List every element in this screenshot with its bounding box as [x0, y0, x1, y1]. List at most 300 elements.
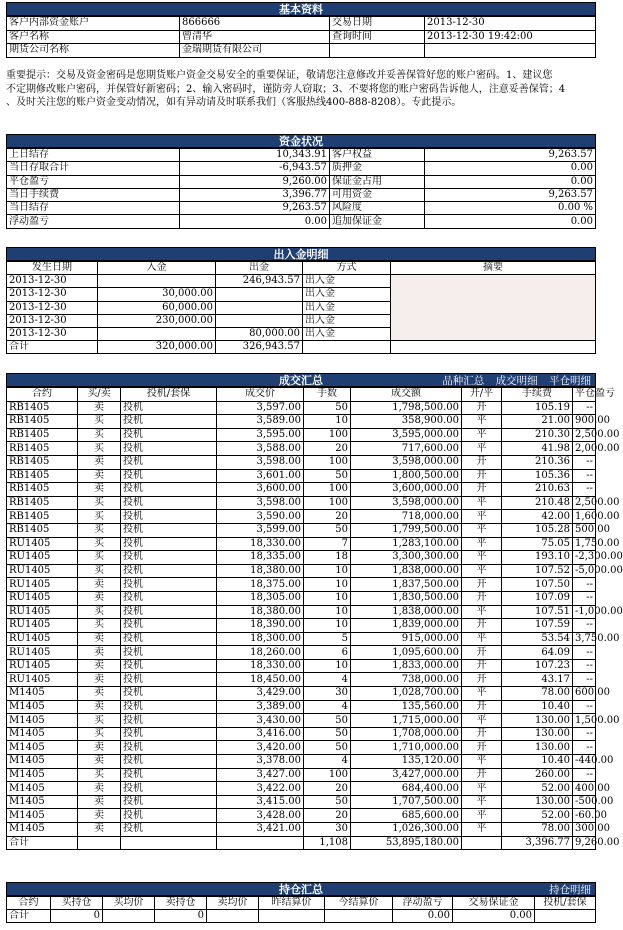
trades-total-cell: [121, 836, 217, 850]
trade-cell: 3,600.00: [217, 483, 304, 497]
table-row: [7, 564, 596, 578]
funds-value: 9,263.57: [425, 149, 596, 162]
info-label: 期货公司名称: [7, 44, 180, 58]
link-trade-detail[interactable]: 成交明细: [495, 375, 538, 387]
positions-total-cell: [325, 910, 393, 923]
inout-cell: [98, 327, 216, 340]
trade-cell: 3,595,000.00: [351, 428, 462, 442]
inout-cell: [216, 288, 303, 301]
trade-cell: 投机: [121, 578, 217, 592]
trade-cell: 130.00: [502, 795, 573, 809]
trade-cell: 卖: [78, 483, 121, 497]
notice-line: 不定期修改账户密码，并保管好新密码；2、输入密码时，谨防旁人窃取；3、不要将您的账户密码告诉他人，注意妥善保管；4: [6, 83, 566, 95]
trade-cell: 50: [304, 469, 351, 483]
table-row: [7, 809, 596, 823]
trade-cell: 1,707,500.00: [351, 795, 462, 809]
info-label: 客户内部资金账户: [7, 17, 180, 31]
trade-cell: 平: [462, 605, 502, 619]
trade-cell: 3,597.00: [217, 401, 304, 415]
trade-cell: 投机: [121, 687, 217, 701]
inout-cell: 出入金: [303, 275, 391, 288]
trade-cell: 3,598,000.00: [351, 455, 462, 469]
trade-cell: 10: [304, 619, 351, 633]
funds-row: [7, 202, 596, 215]
trade-cell: 3,589.00: [217, 415, 304, 429]
info-value: 2013-12-30: [425, 17, 596, 31]
inout-cell: 出入金: [303, 327, 391, 340]
trade-cell: 1,838,000.00: [351, 605, 462, 619]
trade-cell: 130.00: [502, 714, 573, 728]
inout-title: 出入金明细: [6, 247, 596, 261]
trades-table: [6, 387, 623, 850]
table-row: [7, 673, 596, 687]
trade-cell: 开: [462, 659, 502, 673]
trade-cell: 卖: [78, 469, 121, 483]
inout-cell: 出入金: [303, 288, 391, 301]
trade-cell: -1,000.00: [573, 605, 596, 619]
trade-cell: -60.00: [573, 809, 596, 823]
funds-value: 0.00: [425, 175, 596, 188]
funds-label: 上日结存: [7, 149, 180, 162]
trade-cell: 100: [304, 483, 351, 497]
trade-cell: 50: [304, 727, 351, 741]
trade-cell: 开: [462, 741, 502, 755]
trade-cell: 1,028,700.00: [351, 687, 462, 701]
trade-cell: 平: [462, 782, 502, 796]
trade-cell: 卖: [78, 809, 121, 823]
trade-cell: 4: [304, 755, 351, 769]
trade-cell: --: [573, 591, 596, 605]
trade-cell: 3,300,300.00: [351, 551, 462, 565]
trade-cell: 20: [304, 809, 351, 823]
trade-cell: 18,335.00: [217, 551, 304, 565]
inout-cell: 出入金: [303, 301, 391, 314]
trade-cell: 投机: [121, 646, 217, 660]
funds-value: 0.00: [180, 215, 330, 228]
trade-cell: 50: [304, 795, 351, 809]
trade-cell: 10: [304, 578, 351, 592]
trade-cell: 3,389.00: [217, 700, 304, 714]
trade-cell: 平: [462, 428, 502, 442]
trade-cell: --: [573, 768, 596, 782]
trade-cell: 100: [304, 768, 351, 782]
positions-total-cell: 0.00: [393, 910, 453, 923]
trade-cell: 3,427.00: [217, 768, 304, 782]
trade-cell: 1,798,500.00: [351, 401, 462, 415]
trade-cell: --: [573, 455, 596, 469]
info-value: 曾清华: [180, 30, 330, 44]
trade-cell: 400.00: [573, 782, 596, 796]
table-row: [7, 687, 596, 701]
trade-cell: M1405: [7, 809, 78, 823]
trades-total-cell: 9,260.00: [573, 836, 596, 850]
inout-cell: 60,000.00: [98, 301, 216, 314]
trade-cell: M1405: [7, 768, 78, 782]
trade-cell: RB1405: [7, 428, 78, 442]
trade-cell: 投机: [121, 591, 217, 605]
trade-cell: 6: [304, 646, 351, 660]
table-row: [7, 578, 596, 592]
inout-total-empty: [303, 341, 391, 354]
trade-cell: 投机: [121, 483, 217, 497]
table-row: [7, 537, 596, 551]
trade-cell: 50: [304, 523, 351, 537]
inout-cell: 2013-12-30: [7, 288, 98, 301]
positions-table: [6, 896, 596, 923]
table-row: [7, 795, 596, 809]
trade-cell: 30: [304, 687, 351, 701]
info-row: [7, 44, 596, 58]
trades-total-cell: [217, 836, 304, 850]
trade-cell: 开: [462, 469, 502, 483]
trade-cell: 平: [462, 823, 502, 837]
positions-total-cell: [259, 910, 325, 923]
trade-cell: 投机: [121, 537, 217, 551]
inout-memo: [391, 275, 596, 341]
trade-cell: 53.54: [502, 632, 573, 646]
trade-cell: 3,430.00: [217, 714, 304, 728]
info-label: 客户名称: [7, 30, 180, 44]
trade-cell: 3,421.00: [217, 823, 304, 837]
funds-label: 当日存取合计: [7, 162, 180, 175]
trade-cell: --: [573, 646, 596, 660]
link-position-detail[interactable]: 持仓明细: [549, 884, 591, 896]
inout-total-cell: 326,943.57: [216, 341, 303, 354]
trades-total-cell: 合计: [7, 836, 78, 850]
funds-row: [7, 149, 596, 162]
trades-header: 成交额: [351, 388, 462, 402]
funds-value: 9,260.00: [180, 175, 330, 188]
trade-cell: 10: [304, 564, 351, 578]
trade-cell: 投机: [121, 768, 217, 782]
funds-title: 资金状况: [6, 134, 596, 148]
trade-cell: RU1405: [7, 591, 78, 605]
funds-value: 0.00: [425, 162, 596, 175]
trade-cell: --: [573, 619, 596, 633]
trade-cell: 卖: [78, 455, 121, 469]
trade-cell: 135,560.00: [351, 700, 462, 714]
trade-cell: 投机: [121, 551, 217, 565]
trade-cell: M1405: [7, 700, 78, 714]
inout-table: [6, 261, 596, 354]
trade-cell: 3,598.00: [217, 496, 304, 510]
basic-info-section: [6, 2, 596, 58]
positions-title-bar: [6, 882, 596, 896]
trade-cell: 投机: [121, 442, 217, 456]
trade-cell: 4: [304, 700, 351, 714]
trade-cell: RU1405: [7, 646, 78, 660]
trade-cell: 2,000.00: [573, 442, 596, 456]
trade-cell: 投机: [121, 619, 217, 633]
trade-cell: 30: [304, 823, 351, 837]
trade-cell: 1,833,000.00: [351, 659, 462, 673]
trade-cell: 开: [462, 646, 502, 660]
trade-cell: 平: [462, 687, 502, 701]
trade-cell: 10: [304, 659, 351, 673]
trade-cell: --: [573, 401, 596, 415]
positions-total-cell: 合计: [7, 910, 51, 923]
trades-header: 平仓盈亏: [573, 388, 596, 402]
trade-cell: 1,830,500.00: [351, 591, 462, 605]
positions-header: 卖持仓: [155, 897, 207, 910]
trade-cell: 1,600.00: [573, 510, 596, 524]
trade-cell: 210.63: [502, 483, 573, 497]
link-variety-summary[interactable]: 品种汇总: [442, 375, 485, 387]
trade-cell: 3,599.00: [217, 523, 304, 537]
trade-cell: 投机: [121, 469, 217, 483]
table-row: [7, 619, 596, 633]
trade-cell: 78.00: [502, 823, 573, 837]
funds-value: 0.00 %: [425, 202, 596, 215]
table-row: [7, 727, 596, 741]
trade-cell: 平: [462, 632, 502, 646]
trades-total-cell: 1,108: [304, 836, 351, 850]
trade-cell: --: [573, 700, 596, 714]
trade-cell: 1,838,000.00: [351, 564, 462, 578]
trade-cell: 卖: [78, 741, 121, 755]
trade-cell: 投机: [121, 823, 217, 837]
trade-cell: 42.00: [502, 510, 573, 524]
trade-cell: 平: [462, 551, 502, 565]
trades-header: 成交价: [217, 388, 304, 402]
inout-cell: 30,000.00: [98, 288, 216, 301]
trade-cell: 10.40: [502, 700, 573, 714]
inout-cell: 80,000.00: [216, 327, 303, 340]
trade-cell: RU1405: [7, 659, 78, 673]
table-row: [7, 551, 596, 565]
positions-header: 浮动盈亏: [393, 897, 453, 910]
trade-cell: 开: [462, 455, 502, 469]
funds-label: 当日手续费: [7, 188, 180, 201]
trade-cell: 4: [304, 673, 351, 687]
trade-cell: 卖: [78, 401, 121, 415]
info-value: 金瑞期货有限公司: [180, 44, 330, 58]
table-row: [7, 605, 596, 619]
trade-cell: 18,330.00: [217, 659, 304, 673]
trade-cell: 18,380.00: [217, 605, 304, 619]
trade-cell: 卖: [78, 591, 121, 605]
trade-cell: 投机: [121, 700, 217, 714]
trades-header: 手续费: [502, 388, 573, 402]
notice-line: 、及时关注您的账户资金变动情况，如有异动请及时联系我们（客服热线400-888-8208）。专此提示。: [6, 97, 462, 108]
trade-cell: M1405: [7, 782, 78, 796]
trade-cell: 卖: [78, 673, 121, 687]
trade-cell: 18,305.00: [217, 591, 304, 605]
table-row: [7, 523, 596, 537]
trade-cell: -2,300.00: [573, 551, 596, 565]
trade-cell: RU1405: [7, 605, 78, 619]
trade-cell: RB1405: [7, 455, 78, 469]
trade-cell: 买: [78, 551, 121, 565]
inout-header: 入金: [98, 262, 216, 275]
trade-cell: 3,588.00: [217, 442, 304, 456]
trade-cell: 3,600,000.00: [351, 483, 462, 497]
table-row: [7, 510, 596, 524]
trade-cell: 投机: [121, 496, 217, 510]
trade-cell: 20: [304, 442, 351, 456]
funds-row: [7, 162, 596, 175]
trades-total-cell: 53,895,180.00: [351, 836, 462, 850]
inout-cell: 246,943.57: [216, 275, 303, 288]
trade-cell: -500.00: [573, 795, 596, 809]
trade-cell: 投机: [121, 415, 217, 429]
table-row: [7, 469, 596, 483]
trade-cell: 210.48: [502, 496, 573, 510]
trade-cell: 358,900.00: [351, 415, 462, 429]
trade-cell: M1405: [7, 755, 78, 769]
trade-cell: 投机: [121, 714, 217, 728]
table-row: [7, 782, 596, 796]
table-row: [7, 483, 596, 497]
trade-cell: 3,422.00: [217, 782, 304, 796]
trade-cell: M1405: [7, 741, 78, 755]
funds-row: [7, 215, 596, 228]
trade-cell: 1,839,000.00: [351, 619, 462, 633]
trade-cell: 41.98: [502, 442, 573, 456]
trades-total-cell: 3,396.77: [502, 836, 573, 850]
trade-cell: 买: [78, 537, 121, 551]
trade-cell: 3,428.00: [217, 809, 304, 823]
table-row: [7, 741, 596, 755]
inout-cell: 2013-12-30: [7, 301, 98, 314]
trade-cell: 21.00: [502, 415, 573, 429]
trade-cell: 开: [462, 578, 502, 592]
notice-line: 重要提示：交易及资金密码是您期货账户资金交易安全的重要保证，敬请您注意修改并妥善保管好您的账户密码。1、建议您: [6, 70, 553, 81]
trade-cell: RB1405: [7, 415, 78, 429]
info-label: 交易日期: [330, 17, 425, 31]
table-row: [7, 415, 596, 429]
trade-cell: 100: [304, 455, 351, 469]
positions-total-cell: 0: [51, 910, 103, 923]
info-row: [7, 17, 596, 31]
table-row: [7, 823, 596, 837]
positions-total-cell: [103, 910, 155, 923]
info-value: [425, 44, 596, 58]
trade-cell: 10: [304, 415, 351, 429]
table-row: [7, 768, 596, 782]
trade-cell: --: [573, 469, 596, 483]
trade-cell: 卖: [78, 578, 121, 592]
trade-cell: 20: [304, 510, 351, 524]
trade-cell: 107.50: [502, 578, 573, 592]
funds-label: 客户权益: [330, 149, 425, 162]
trade-cell: RB1405: [7, 469, 78, 483]
trade-cell: 开: [462, 401, 502, 415]
trade-cell: 2,500.00: [573, 428, 596, 442]
trade-cell: --: [573, 578, 596, 592]
trade-cell: M1405: [7, 823, 78, 837]
trade-cell: RU1405: [7, 537, 78, 551]
trade-cell: 买: [78, 605, 121, 619]
trade-cell: 100: [304, 428, 351, 442]
trades-header: 手数: [304, 388, 351, 402]
trade-cell: RU1405: [7, 578, 78, 592]
trade-cell: 投机: [121, 727, 217, 741]
trade-cell: 1,283,100.00: [351, 537, 462, 551]
funds-value: 3,396.77: [180, 188, 330, 201]
trade-cell: 50: [304, 401, 351, 415]
trade-cell: 卖: [78, 782, 121, 796]
trade-cell: 50: [304, 714, 351, 728]
trade-cell: 平: [462, 755, 502, 769]
trade-cell: 210.36: [502, 455, 573, 469]
inout-row: [7, 275, 596, 288]
trade-cell: --: [573, 741, 596, 755]
trade-cell: 开: [462, 673, 502, 687]
trade-cell: 买: [78, 510, 121, 524]
trade-cell: 10.40: [502, 755, 573, 769]
trade-cell: 投机: [121, 782, 217, 796]
trade-cell: 投机: [121, 673, 217, 687]
inout-cell: [216, 301, 303, 314]
inout-total-cell: 320,000.00: [98, 341, 216, 354]
info-row: [7, 30, 596, 44]
trade-cell: 10: [304, 591, 351, 605]
trade-cell: 3,598.00: [217, 455, 304, 469]
trades-total-cell: [78, 836, 121, 850]
trade-cell: 卖: [78, 795, 121, 809]
trade-cell: 投机: [121, 428, 217, 442]
trade-cell: 投机: [121, 755, 217, 769]
trade-cell: 684,400.00: [351, 782, 462, 796]
trade-cell: 107.23: [502, 659, 573, 673]
trade-cell: 买: [78, 428, 121, 442]
trade-cell: 买: [78, 727, 121, 741]
trade-cell: 105.28: [502, 523, 573, 537]
positions-total-row: [7, 910, 596, 923]
trade-cell: 平: [462, 415, 502, 429]
trade-cell: 3,429.00: [217, 687, 304, 701]
inout-total-cell: 合计: [7, 341, 98, 354]
trade-cell: 18: [304, 551, 351, 565]
trade-cell: 1,800,500.00: [351, 469, 462, 483]
trade-cell: 107.51: [502, 605, 573, 619]
link-close-detail[interactable]: 平仓明细: [549, 375, 591, 387]
trade-cell: 卖: [78, 755, 121, 769]
trade-cell: RB1405: [7, 496, 78, 510]
trade-cell: 3,590.00: [217, 510, 304, 524]
trades-total-cell: [462, 836, 502, 850]
trade-cell: 18,300.00: [217, 632, 304, 646]
trade-cell: 107.59: [502, 619, 573, 633]
trade-cell: 投机: [121, 564, 217, 578]
trade-cell: M1405: [7, 795, 78, 809]
trade-cell: 210.30: [502, 428, 573, 442]
trade-cell: --: [573, 673, 596, 687]
inout-cell: [98, 275, 216, 288]
trade-cell: 193.10: [502, 551, 573, 565]
trade-cell: 卖: [78, 823, 121, 837]
trade-cell: 105.19: [502, 401, 573, 415]
trade-cell: 3,420.00: [217, 741, 304, 755]
trade-cell: M1405: [7, 727, 78, 741]
funds-value: 0.00: [425, 215, 596, 228]
trade-cell: 1,026,300.00: [351, 823, 462, 837]
funds-label: 当日结存: [7, 202, 180, 215]
funds-row: [7, 175, 596, 188]
trade-cell: RB1405: [7, 442, 78, 456]
trade-cell: M1405: [7, 714, 78, 728]
trade-cell: 买: [78, 564, 121, 578]
trade-cell: --: [573, 659, 596, 673]
trade-cell: 10: [304, 605, 351, 619]
trade-cell: 投机: [121, 605, 217, 619]
trade-cell: 平: [462, 564, 502, 578]
funds-label: 保证金占用: [330, 175, 425, 188]
table-row: [7, 401, 596, 415]
trade-cell: 买: [78, 768, 121, 782]
trade-cell: 投机: [121, 510, 217, 524]
